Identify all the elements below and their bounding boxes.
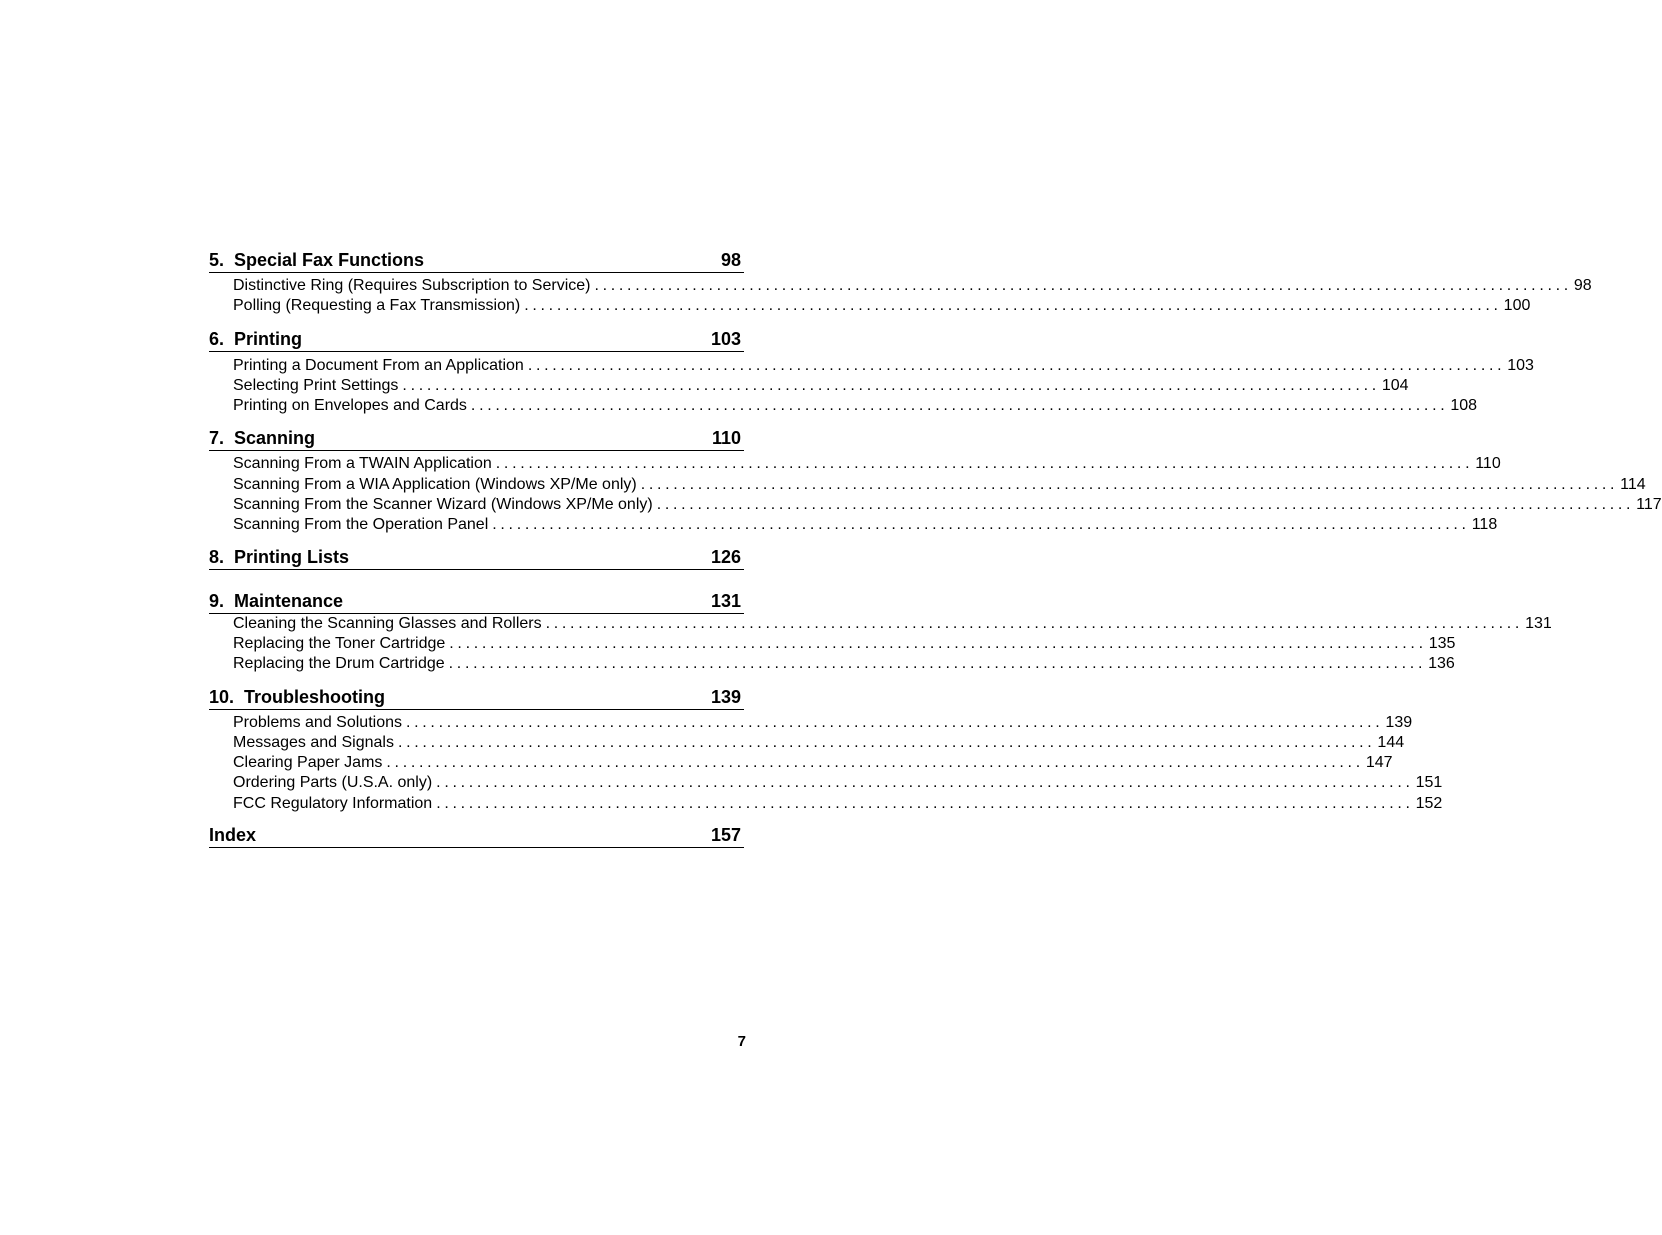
entry-page-number: 98 [1573, 277, 1592, 294]
entry-title: Replacing the Drum Cartridge [233, 655, 445, 673]
dot-leader: ........................................................................................................................ [545, 614, 1524, 632]
entry-page-number: 136 [1428, 655, 1455, 673]
toc-chapter [209, 823, 744, 848]
chapter-entries [209, 614, 1552, 675]
chapter-page-number: 139 [710, 686, 741, 707]
entry-title: Messages and Signals [233, 733, 394, 751]
entry-page-number: 104 [1381, 376, 1409, 394]
chapter-title: 8. Printing Lists [209, 546, 350, 567]
dot-leader: ........................................................................................................................ [527, 356, 1506, 374]
toc-entry[interactable] [233, 296, 1531, 316]
toc-chapter [209, 685, 1443, 814]
chapter-page-number: 103 [710, 328, 741, 349]
toc-entry[interactable] [233, 654, 1455, 674]
dot-leader: ........................................................................................................................ [436, 774, 1414, 792]
chapter-page-number: 126 [710, 546, 741, 567]
entry-title: Problems and Solutions [233, 713, 402, 731]
toc-chapter [209, 589, 1552, 675]
entry-title: Printing a Document From an Application [233, 356, 524, 374]
dot-leader: ........................................................................................................................ [405, 713, 1384, 731]
dot-leader: ........................................................................................................................ [397, 733, 1376, 751]
chapter-title: 5. Special Fax Functions [209, 250, 425, 270]
entry-page-number: 108 [1450, 397, 1478, 415]
toc-entry[interactable] [233, 515, 1498, 535]
toc-entry[interactable] [233, 614, 1552, 634]
entry-title: Cleaning the Scanning Glasses and Rollers [233, 614, 542, 632]
entry-title: Replacing the Toner Cartridge [233, 634, 446, 652]
chapter-title: 6. Printing [209, 328, 303, 349]
dot-leader: ........................................................................................................................ [492, 516, 1470, 534]
chapter-heading[interactable] [209, 545, 744, 570]
toc-entry[interactable] [233, 794, 1443, 814]
entry-page-number: 118 [1471, 516, 1498, 534]
toc-entry[interactable] [233, 634, 1456, 654]
toc-entry[interactable] [233, 753, 1393, 773]
toc-entry[interactable] [233, 396, 1478, 416]
toc-entry[interactable] [233, 475, 1646, 495]
toc-entry[interactable] [233, 356, 1534, 376]
chapter-heading[interactable] [209, 248, 744, 273]
entry-page-number: 139 [1385, 713, 1413, 731]
chapter-page-number: 157 [710, 825, 741, 846]
entry-title: Scanning From the Scanner Wizard (Windows XP/Me only) [233, 496, 653, 514]
chapter-title: 7. Scanning [209, 428, 316, 449]
dot-leader: ........................................................................................................................ [640, 475, 1619, 493]
toc-chapter [209, 545, 744, 570]
dot-leader: ........................................................................................................................ [656, 496, 1635, 514]
page-number: 7 [737, 1033, 746, 1050]
entry-title: Clearing Paper Jams [233, 754, 383, 772]
dot-leader: ........................................................................................................................ [448, 655, 1427, 673]
dot-leader: ........................................................................................................................ [402, 376, 1380, 394]
chapter-title: 10. Troubleshooting [209, 686, 386, 707]
chapter-entries [209, 451, 1662, 535]
dot-leader: ........................................................................................................................ [524, 297, 1502, 315]
chapter-heading[interactable] [209, 589, 744, 614]
toc-entry[interactable] [233, 733, 1405, 753]
entry-page-number: 147 [1365, 754, 1393, 772]
entry-title: Distinctive Ring (Requires Subscription to Service) [233, 277, 591, 294]
entry-page-number: 151 [1415, 774, 1443, 792]
dot-leader: ........................................................................................................................ [449, 634, 1427, 652]
entry-title: FCC Regulatory Information [233, 794, 433, 812]
dot-leader: ........................................................................................................................ [436, 794, 1414, 812]
toc-entry[interactable] [233, 495, 1662, 515]
entry-title: Scanning From the Operation Panel [233, 516, 489, 534]
chapter-entries [209, 710, 1443, 814]
entry-page-number: 144 [1377, 733, 1405, 751]
chapter-page-number: 98 [720, 250, 741, 270]
toc-chapter [209, 426, 1662, 535]
entry-title: Ordering Parts (U.S.A. only) [233, 774, 433, 792]
entry-page-number: 152 [1415, 794, 1443, 812]
chapter-heading[interactable] [209, 327, 744, 352]
entry-page-number: 100 [1503, 297, 1531, 315]
chapter-heading[interactable] [209, 685, 744, 710]
chapter-page-number: 131 [710, 590, 741, 611]
table-of-contents [209, 248, 1662, 848]
dot-leader: ........................................................................................................................ [386, 754, 1364, 772]
entry-title: Polling (Requesting a Fax Transmission) [233, 297, 521, 315]
chapter-page-number: 110 [711, 428, 741, 449]
toc-entry[interactable] [233, 276, 1592, 296]
entry-page-number: 114 [1620, 475, 1646, 493]
entry-title: Scanning From a TWAIN Application [233, 455, 492, 473]
chapter-entries [209, 352, 1534, 417]
entry-page-number: 135 [1428, 634, 1456, 652]
toc-entry[interactable] [233, 376, 1409, 396]
chapter-title: Index [209, 825, 257, 846]
dot-leader: ........................................................................................................................ [470, 397, 1449, 415]
toc-chapter [209, 248, 1592, 317]
toc-entry[interactable] [233, 454, 1501, 474]
dot-leader: ........................................................................................................................ [594, 277, 1572, 294]
chapter-heading[interactable] [209, 823, 744, 848]
entry-page-number: 110 [1475, 455, 1501, 473]
entry-title: Printing on Envelopes and Cards [233, 397, 467, 415]
entry-title: Selecting Print Settings [233, 376, 399, 394]
chapter-heading[interactable] [209, 426, 744, 451]
toc-chapter [209, 327, 1534, 417]
entry-title: Scanning From a WIA Application (Windows XP/Me only) [233, 475, 637, 493]
entry-page-number: 103 [1507, 356, 1534, 374]
chapter-title: 9. Maintenance [209, 590, 344, 611]
entry-page-number: 117 [1636, 496, 1662, 514]
dot-leader: ........................................................................................................................ [495, 455, 1474, 473]
toc-entry[interactable] [233, 773, 1443, 793]
toc-entry[interactable] [233, 713, 1413, 733]
chapter-entries [209, 273, 1592, 317]
entry-page-number: 131 [1525, 614, 1552, 632]
